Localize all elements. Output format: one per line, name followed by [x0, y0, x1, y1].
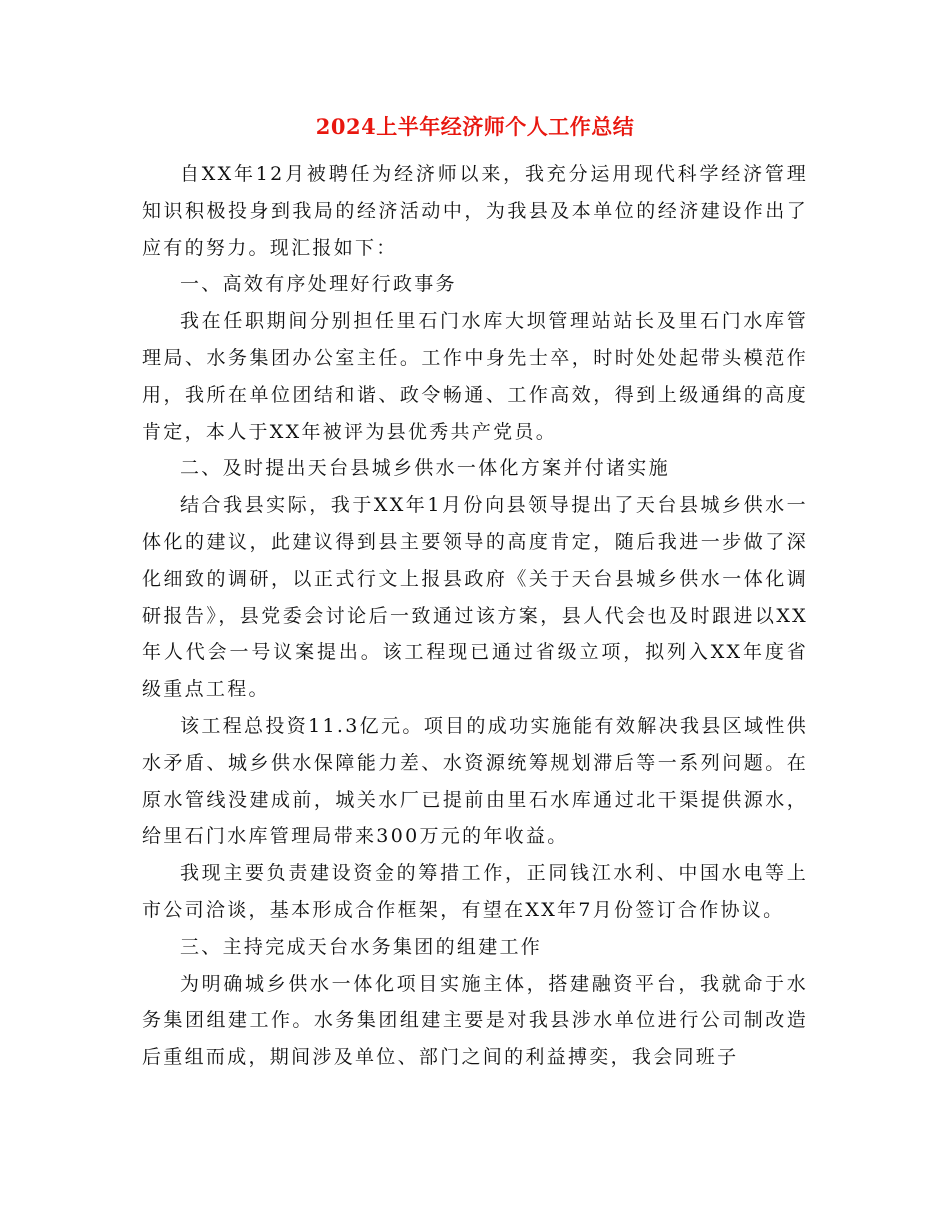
section-heading-1: 一、高效有序处理好行政事务	[180, 273, 457, 296]
paragraph: 该工程总投资11.3亿元。项目的成功实施能有效解决我县区域性供水矛盾、城乡供水保障能力差、水资源统筹规划滞后等一系列问题。在原水管线没建成前，城关水厂已提前由里石水库通过北干渠提供源水，给里石门水库管理局带来300万元的年收益。	[142, 714, 808, 848]
paragraph: 结合我县实际，我于XX年1月份向县领导提出了天台县城乡供水一体化的建议，此建议得到县主要领导的高度肯定，随后我进一步做了深化细致的调研，以正式行文上报县政府《关于天台县城乡供水一体化调研报告》，县党委会讨论后一致通过该方案，县人代会也及时跟进以XX年人代会一号议案提出。该工程现已通过省级立项，拟列入XX年度省级重点工程。	[142, 494, 808, 701]
paragraph: 我现主要负责建设资金的筹措工作，正同钱江水利、中国水电等上市公司洽谈，基本形成合作框架，有望在XX年7月份签订合作协议。	[142, 862, 808, 921]
section-heading-2: 二、及时提出天台县城乡供水一体化方案并付诸实施	[180, 457, 670, 480]
document-body	[142, 156, 808, 1076]
paragraph: 我在任职期间分别担任里石门水库大坝管理站站长及里石门水库管理局、水务集团办公室主任。工作中身先士卒，时时处处起带头模范作用，我所在单位团结和谐、政令畅通、工作高效，得到上级通缉的高度肯定，本人于XX年被评为县优秀共产党员。	[142, 310, 808, 443]
document-title: 2024上半年经济师个人工作总结	[315, 114, 635, 139]
paragraph: 为明确城乡供水一体化项目实施主体，搭建融资平台，我就命于水务集团组建工作。水务集团组建主要是对我县涉水单位进行公司制改造后重组而成，期间涉及单位、部门之间的利益搏奕，我会同班子	[142, 972, 808, 1069]
paragraph-intro: 自XX年12月被聘任为经济师以来，我充分运用现代科学经济管理知识积极投身到我局的经济活动中，为我县及本单位的经济建设作出了应有的努力。现汇报如下：	[142, 163, 808, 259]
section-heading-3: 三、主持完成天台水务集团的组建工作	[180, 935, 543, 958]
